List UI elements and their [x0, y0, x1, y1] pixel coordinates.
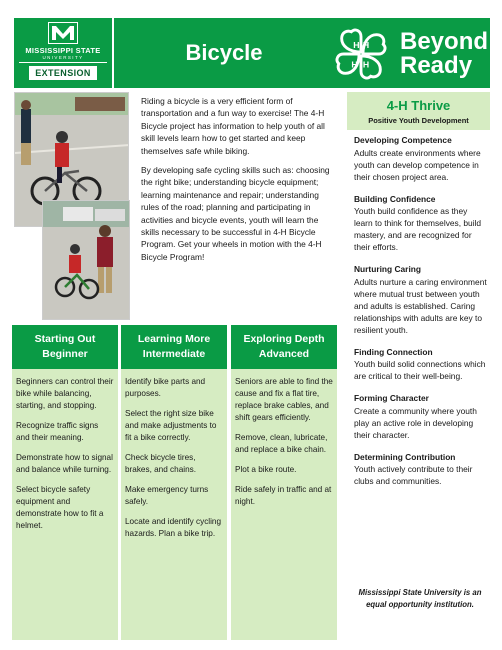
level-item: Locate and identify cycling hazards. Plan a bike trip. [125, 517, 222, 538]
level-item: Make emergency turns safely. [125, 485, 209, 506]
thrive-title: 4-H Thrive [386, 98, 451, 113]
level-header [231, 325, 337, 369]
level-header [12, 325, 118, 369]
level-body [12, 369, 118, 640]
level-subtitle: Advanced [258, 348, 310, 360]
thrive-item-text: Create a community where youth play an active role in developing their character. [354, 405, 477, 440]
level-column-intermediate [121, 325, 227, 640]
thrive-item-title: Determining Contribution [354, 451, 456, 462]
svg-text:H: H [362, 59, 370, 70]
level-item: Select bicycle safety equipment and demonstrate how to fit a helmet. [16, 485, 104, 530]
logo-line-2: UNIVERSITY [42, 55, 84, 60]
level-column-beginner [12, 325, 118, 640]
thrive-item [354, 135, 488, 183]
page-title: Bicycle [185, 40, 263, 65]
logo-separator [19, 62, 107, 63]
equal-opportunity-note: Mississippi State University is an equal opportunity institution. [358, 588, 482, 609]
thrive-item [354, 393, 488, 441]
level-item: Beginners can control their bike while balancing, starting, and stopping. [16, 377, 114, 410]
tagline-line-2: Ready [400, 52, 473, 79]
level-title: Exploring Depth [243, 333, 325, 345]
level-item: Select the right size bike and make adjustments to fit a bike correctly. [125, 409, 217, 442]
svg-text:H: H [353, 40, 360, 51]
level-header [121, 325, 227, 369]
thrive-item-title: Building Confidence [354, 193, 436, 204]
photo-instructor-and-rider [42, 200, 130, 320]
level-item: Identify bike parts and purposes. [125, 377, 206, 398]
level-title: Starting Out [34, 333, 96, 345]
beyond-ready-tagline [400, 30, 488, 78]
thrive-item [354, 347, 488, 383]
level-item: Seniors are able to find the cause and fix a flat tire, replace brake cables, and shift gears efficiently. [235, 377, 333, 422]
thrive-list [354, 135, 488, 498]
level-item: Check bicycle tires, brakes, and chains. [125, 453, 197, 474]
thrive-item [354, 194, 488, 254]
tagline-line-1: Beyond [400, 28, 489, 55]
msu-emblem-icon [48, 22, 78, 44]
thrive-item-text: Youth actively contribute to their clubs and communities. [354, 464, 473, 486]
svg-text:H: H [362, 40, 370, 51]
level-subtitle: Intermediate [142, 348, 206, 360]
thrive-item [354, 452, 488, 488]
thrive-item-title: Nurturing Caring [354, 264, 421, 274]
logo-line-3: EXTENSION [29, 66, 97, 80]
svg-text:H: H [351, 59, 358, 70]
thrive-item [354, 264, 488, 336]
level-title: Learning More [137, 333, 211, 345]
intro-paragraph-1: Riding a bicycle is a very efficient form of transportation and a fun way to exercise! The 4-H Bicycle project has information to help youth of all skill levels learn how to get started and keep themselves safe while biking. [141, 96, 325, 156]
level-item: Demonstrate how to signal and balance while turning. [16, 453, 113, 474]
header-banner [14, 18, 490, 88]
level-item: Remove, clean, lubricate, and replace a bike chain. [235, 433, 328, 454]
thrive-item-title: Developing Competence [354, 135, 452, 145]
level-subtitle: Beginner [42, 348, 88, 360]
photo-instructor-image [43, 201, 130, 320]
msu-extension-logo [14, 18, 112, 88]
4h-clover-icon [332, 25, 390, 83]
thrive-header [347, 92, 490, 130]
level-item: Plot a bike route. [235, 465, 297, 474]
level-item: Ride safely in traffic and at night. [235, 485, 332, 506]
intro-paragraph-2: By developing safe cycling skills such as: choosing the right bike; understanding bicycle equipment; learning maintenance and repair; understanding rules of the road; planning and participating in activities and bicycle events, youth will learn the skills necessary to be successful in 4-H Bicycle Program. Get your wheels in motion with the 4-H Bicycle Program! [141, 165, 330, 262]
level-body [231, 369, 337, 640]
level-body [121, 369, 227, 640]
thrive-item-text: Adults create environments where youth can develop competence in their chosen project area. [354, 147, 481, 182]
thrive-item-text: Adults nurture a caring environment where mutual trust between youth and adults is established. Caring relationships with adults are key to resilient youth. [354, 276, 487, 335]
thrive-item-text: Youth build solid connections which are critical to their well-being. [354, 359, 486, 381]
level-item: Recognize traffic signs and their meaning. [16, 421, 99, 442]
thrive-item-title: Forming Character [354, 393, 429, 403]
intro-text [141, 95, 337, 270]
thrive-subtitle: Positive Youth Development [368, 116, 469, 125]
thrive-item-title: Finding Connection [354, 346, 433, 357]
thrive-item-text: Youth build confidence as they learn to think for themselves, build mastery, and are recognized for their efforts. [354, 206, 482, 252]
logo-line-1: MISSISSIPPI STATE [25, 46, 101, 55]
level-column-advanced [231, 325, 337, 640]
